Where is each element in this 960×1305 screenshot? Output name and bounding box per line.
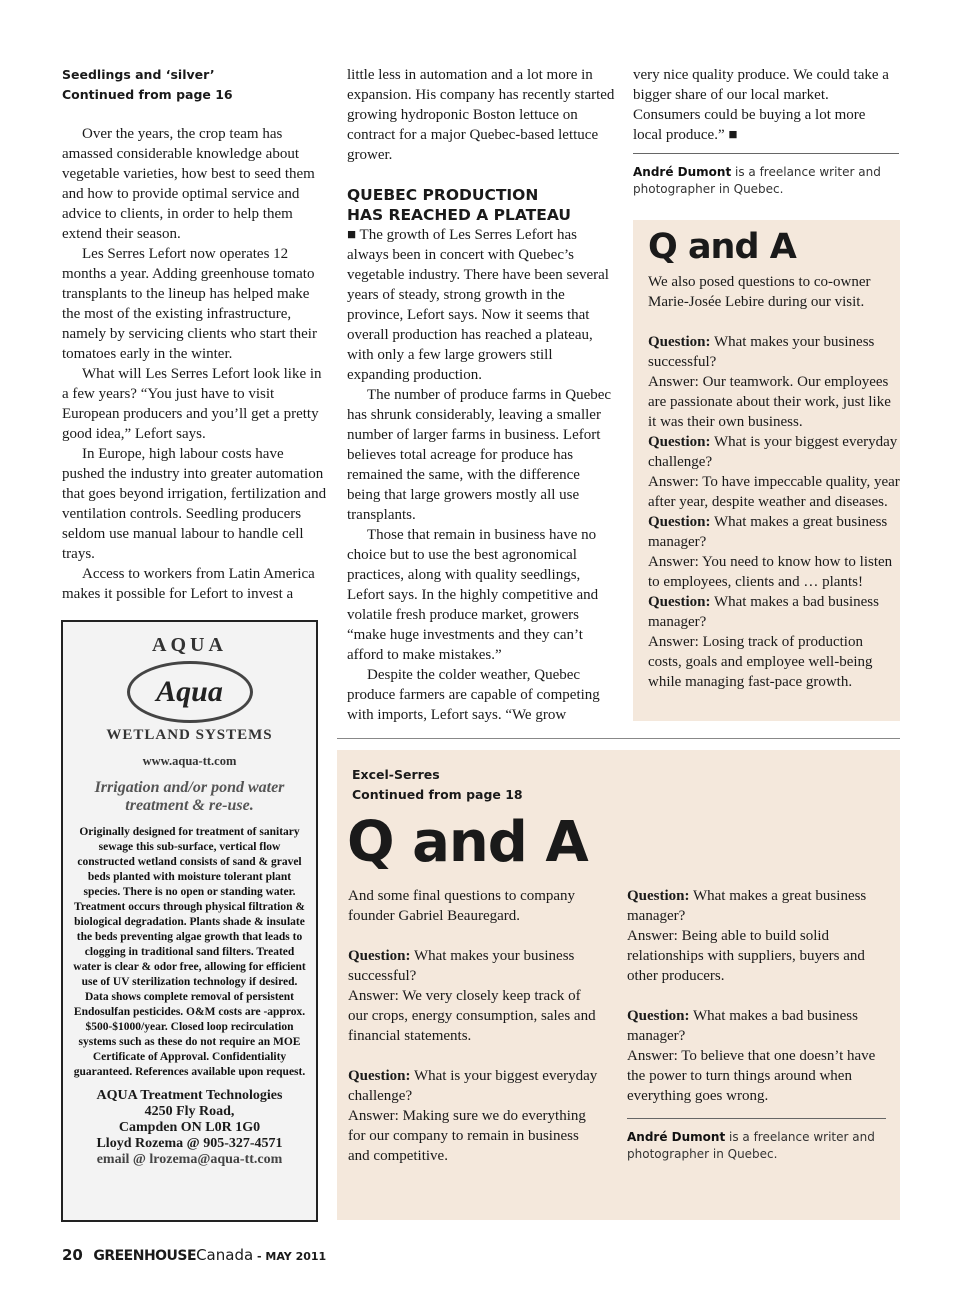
logo-top-text: AQUA (152, 634, 227, 656)
ad-address-1: 4250 Fly Road, (144, 1104, 235, 1119)
kicker-title: Excel-Serres (352, 767, 440, 782)
qa-title: Q and A (648, 227, 796, 267)
paragraph (347, 225, 615, 385)
section-divider (337, 738, 900, 739)
byline-name: André Dumont (627, 1130, 726, 1144)
qa-question: Question: What is your biggest everyday challenge? (348, 1068, 598, 1104)
brand-light: Canada (196, 1246, 254, 1264)
qa-answer: Answer: To believe that one doesn’t have the power to turn things around when everything goes wrong. (627, 1048, 876, 1104)
paragraph: little less in automation and a lot more in expansion. His company has recently started growing hydroponic Boston lettuce on contract for a major Quebec-based lettuce grower. (347, 67, 615, 163)
page-number: 20 (62, 1246, 83, 1264)
paragraph: Over the years, the crop team has amassed considerable knowledge about vegetable varieties, how best to seed them and how to provide optimal service and advice to clients, in order to help them extend their season. (62, 126, 315, 242)
qa-sidebar-2 (337, 750, 900, 1220)
square-bullet-icon: ■ (347, 227, 360, 243)
ad-body: Originally designed for treatment of sanitary sewage this sub-surface, vertical flow constructed wetland consists of sand & gravel beds planted with moisture tolerant plant species. There is no open or standing water. Treatment occurs through physical filtration & biological degradation. Plants shade & insulate the beds preventing algae growth that leads to clogging in traditional sand filters. Treated water is clear & odor free, allowing for efficient use of UV sterilization technology if desired. Data shows complete removal of persistent Endosulfan pesticides. O&M costs are -approx. $500-$1000/year. Closed loop recirculation systems such as these do not require an MOE Certificate of Approval. Confidentiality guaranteed. References available upon request. (73, 826, 306, 1078)
page-footer (62, 1245, 326, 1267)
column-1 (62, 65, 328, 604)
qa-intro: We also posed questions to co-owner Marie-Josée Lebire during our visit. (648, 274, 871, 310)
kicker-title: Seedlings and ‘silver’ (62, 67, 215, 82)
divider (627, 1118, 886, 1119)
qa-question: Question: What is your biggest everyday challenge? (648, 434, 898, 470)
issue-date: - MAY 2011 (253, 1250, 327, 1263)
qa-right-column (627, 886, 887, 1106)
paragraph: In Europe, high labour costs have pushed the industry into greater automation that goes beyond irrigation, fertilization and ventilation controls. Seedling producers seldom use manual labour to handle cell trays. (62, 446, 327, 562)
ad-email[interactable]: email @ lrozema@aqua-tt.com (96, 1152, 283, 1167)
subhead-line-1: QUEBEC PRODUCTION (347, 186, 539, 204)
qa-question: Question: What makes a bad business manager? (648, 594, 879, 630)
kicker-continued: Continued from page 18 (352, 787, 523, 802)
kicker-continued: Continued from page 16 (62, 87, 233, 102)
ad-url[interactable]: www.aqua-tt.com (142, 754, 237, 768)
qa-question: Question: What makes a bad business manager? (627, 1008, 858, 1044)
qa-answer: Answer: Making sure we do everything for our company to remain in business and competitive. (348, 1108, 586, 1164)
section-subhead (347, 185, 615, 225)
column-3 (633, 65, 895, 145)
qa-question: Question: What makes your business successful? (648, 334, 875, 370)
ad-headline-2: treatment & re-use. (125, 797, 254, 814)
qa-sidebar-1 (633, 220, 900, 721)
qa-question: Question: What makes your business successful? (348, 948, 575, 984)
qa-question: Question: What makes a great business manager? (648, 514, 888, 550)
paragraph: The number of produce farms in Quebec has shrunk considerably, leaving a smaller number of larger farms in business. Lefort believes total acreage for produce has remained the same, with the difference being that large growers mostly all use transplants. (347, 387, 612, 523)
column-2 (347, 65, 615, 725)
qa-answer: Answer: We very closely keep track of our crops, energy consumption, sales and financial statements. (348, 988, 596, 1044)
qa-answer: Answer: To have impeccable quality, year after year, despite weather and diseases. (648, 474, 900, 510)
paragraph-text: The growth of Les Serres Lefort has always been in concert with Quebec’s vegetable industry. There have been several years of steady, strong growth in the province, Lefort says. Now it seems that overall production has reached a plateau, with only a few large growers still expanding production. (347, 227, 609, 383)
paragraph: Those that remain in business have no choice but to use the best agronomical practices, along with quality seedlings, Lefort says. In the highly competitive and volatile fresh produce market, growers “make huge investments and they can’t afford to make mistakes.” (347, 527, 599, 663)
brand-bold: GREENHOUSE (93, 1248, 197, 1264)
subhead-line-2: HAS REACHED A PLATEAU (347, 206, 571, 224)
byline-text: is a freelance writer and photographer in Quebec. (627, 1130, 875, 1161)
byline-text: is a freelance writer and photographer in Quebec. (633, 165, 881, 196)
ad-contact: Lloyd Rozema @ 905-327-4571 (96, 1136, 283, 1151)
logo-script-text: Aqua (156, 675, 223, 708)
paragraph: very nice quality produce. We could take a bigger share of our local market. Consumers could be buying a lot more local produce.” ■ (633, 67, 889, 143)
logo-ring (127, 661, 253, 723)
logo-bottom-text: WETLAND SYSTEMS (106, 727, 273, 743)
paragraph: What will Les Serres Lefort look like in a few years? “You just have to visit European producers and you’ll get a pretty good idea,” Lefort says. (62, 366, 322, 442)
divider (633, 153, 899, 154)
qa-answer: Answer: Losing track of production costs, goals and employee well-being while managing fast-pace growth. (648, 634, 873, 690)
qa-answer: Answer: Our teamwork. Our employees are passionate about their work, just like it was their own business. (648, 374, 891, 430)
byline (627, 1129, 887, 1163)
qa-title: Q and A (347, 810, 588, 875)
byline (633, 164, 895, 198)
qa-answer: Answer: Being able to build solid relationships with suppliers, buyers and other producers. (627, 928, 865, 984)
qa-question: Question: What makes a great business manager? (627, 888, 867, 924)
byline-name: André Dumont (633, 165, 732, 179)
paragraph: Les Serres Lefort now operates 12 months a year. Adding greenhouse tomato transplants to the lineup has helped make the most of the existing infrastructure, namely by servicing clients who start their tomatoes early in the winter. (62, 246, 317, 362)
paragraph: Despite the colder weather, Quebec produce farmers are capable of competing with imports, Lefort says. “We grow (347, 667, 600, 723)
qa-intro: And some final questions to company founder Gabriel Beauregard. (348, 888, 576, 924)
qa-answer: Answer: You need to know how to listen to employees, clients and … plants! (648, 554, 893, 590)
advertisement[interactable] (61, 620, 318, 1222)
ad-headline-1: Irrigation and/or pond water (94, 779, 285, 796)
qa-left-column (348, 886, 604, 1166)
ad-logo (63, 634, 316, 754)
ad-address-2: Campden ON L0R 1G0 (118, 1120, 261, 1135)
paragraph: Access to workers from Latin America makes it possible for Lefort to invest a (62, 566, 315, 602)
ad-company: AQUA Treatment Technologies (96, 1088, 283, 1103)
